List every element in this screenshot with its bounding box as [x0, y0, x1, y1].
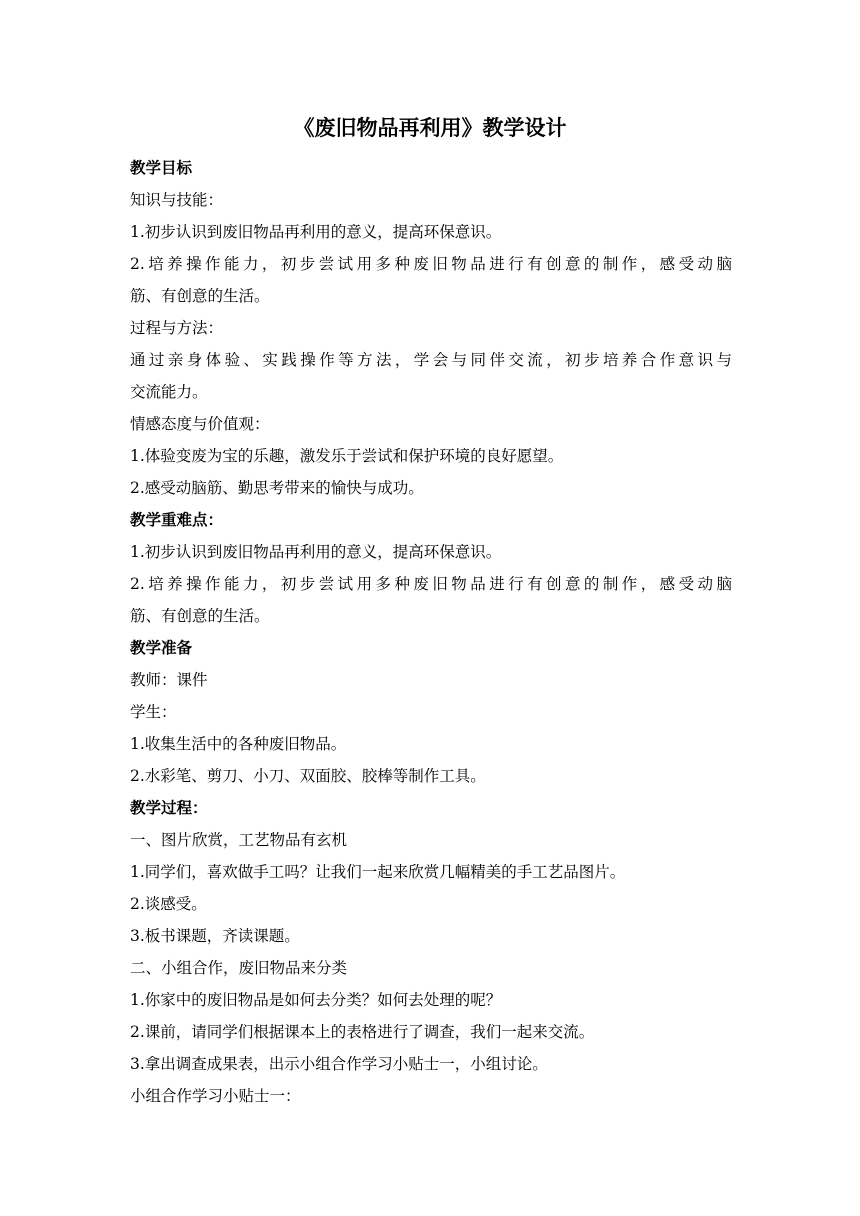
text-line: 2.水彩笔、剪刀、小刀、双面胶、胶棒等制作工具。 [130, 767, 486, 785]
text-line: 一、图片欣赏，工艺物品有玄机 [130, 831, 348, 849]
text-line: 小组合作学习小贴士一： [130, 1087, 301, 1105]
text-line: 教师：课件 [130, 671, 208, 689]
text-line: 二、小组合作，废旧物品来分类 [130, 959, 348, 977]
section-heading: 教学过程： [130, 798, 208, 817]
text-line: 1.收集生活中的各种废旧物品。 [130, 735, 347, 753]
text-line: 情感态度与价值观： [130, 415, 270, 433]
section-heading: 教学准备 [130, 638, 193, 657]
document-title: 《废旧物品再利用》教学设计 [293, 115, 567, 140]
text-line: 1.初步认识到废旧物品再利用的意义，提高环保意识。 [130, 223, 502, 241]
text-line: 通过亲身体验、实践操作等方法，学会与同伴交流，初步培养合作意识与 [130, 351, 732, 369]
text-line: 筋、有创意的生活。 [130, 607, 270, 625]
text-line: 筋、有创意的生活。 [130, 287, 270, 305]
text-line: 3.板书课题，齐读课题。 [130, 927, 300, 945]
text-line: 学生： [130, 703, 177, 721]
text-line: 2.培养操作能力，初步尝试用多种废旧物品进行有创意的制作，感受动脑 [130, 255, 732, 273]
document-body [130, 152, 732, 1112]
text-line: 2.课前，请同学们根据课本上的表格进行了调查，我们一起来交流。 [130, 1023, 595, 1041]
text-line: 1.同学们，喜欢做手工吗？让我们一起来欣赏几幅精美的手工艺品图片。 [130, 863, 626, 881]
text-line: 1.体验变废为宝的乐趣，激发乐于尝试和保护环境的良好愿望。 [130, 447, 564, 465]
text-line: 2.谈感受。 [130, 895, 207, 913]
section-heading: 教学目标 [130, 158, 193, 177]
text-line: 2.感受动脑筋、勤思考带来的愉快与成功。 [130, 479, 424, 497]
text-line: 2.培养操作能力，初步尝试用多种废旧物品进行有创意的制作，感受动脑 [130, 575, 732, 593]
text-line: 1.你家中的废旧物品是如何去分类？如何去处理的呢？ [130, 991, 502, 1009]
text-line: 3.拿出调查成果表，出示小组合作学习小贴士一，小组讨论。 [130, 1055, 548, 1073]
text-line: 交流能力。 [130, 383, 208, 401]
text-line: 1.初步认识到废旧物品再利用的意义，提高环保意识。 [130, 543, 502, 561]
text-line: 过程与方法： [130, 319, 224, 337]
section-heading: 教学重难点： [130, 510, 224, 529]
text-line: 知识与技能： [130, 191, 224, 209]
